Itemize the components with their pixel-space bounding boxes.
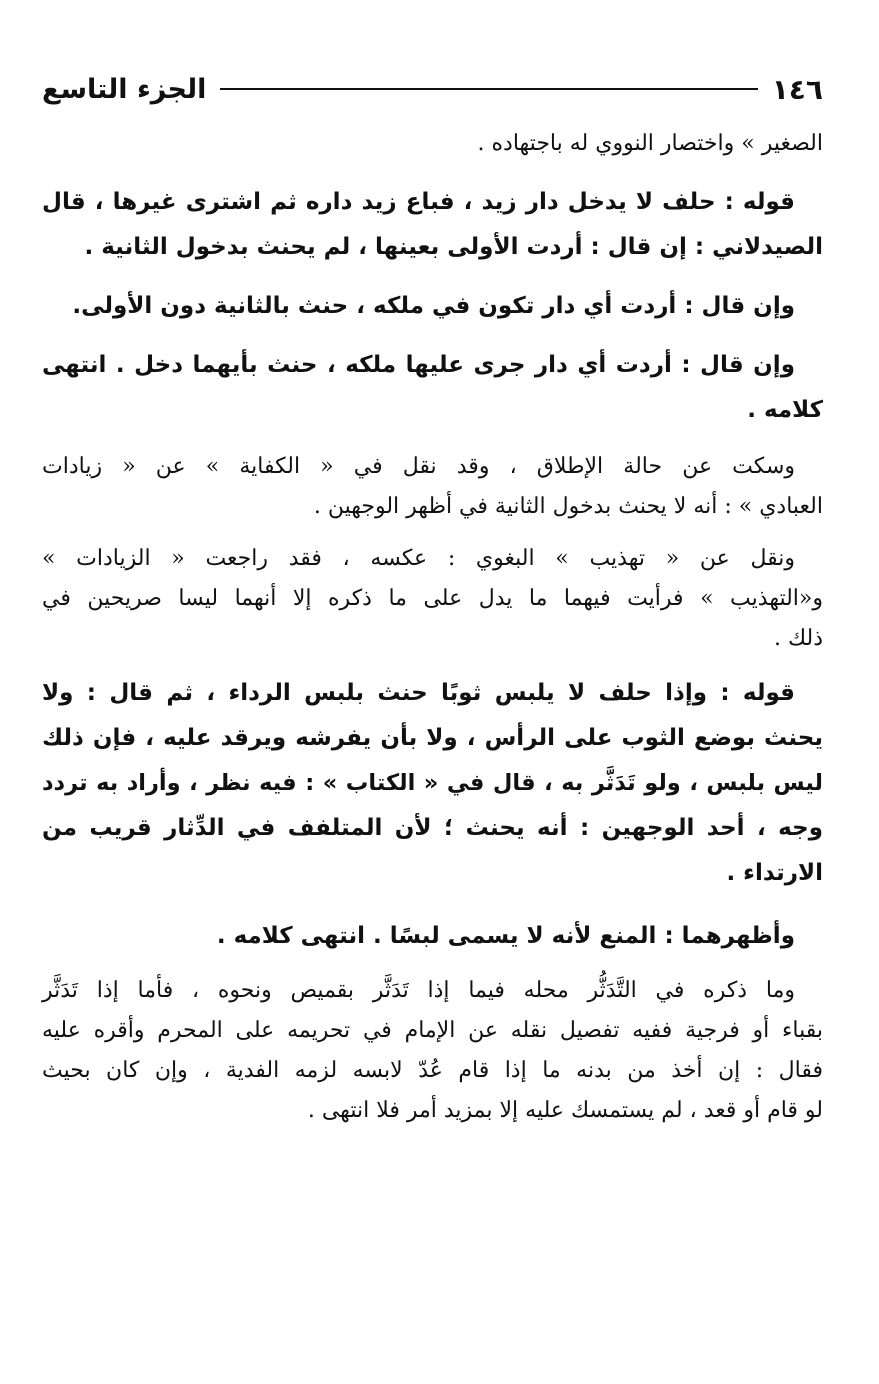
text-line: قوله : وإذا حلف لا يلبس ثوبًا حنث بلبس الرداء ، ثم قال : ولا: [42, 680, 795, 706]
text-line: قوله : حلف لا يدخل دار زيد ، فباع زيد داره ثم اشترى غيرها ، قال: [42, 189, 795, 215]
text-line: ذلك .: [773, 626, 823, 651]
text-line: يحنث بوضع الثوب على الرأس ، ولا بأن يفرشه ويرقد عليه ، فإن ذلك: [42, 725, 823, 751]
text-line: الصغير » واختصار النووي له باجتهاده .: [477, 131, 823, 156]
page-number: ١٤٦: [771, 72, 823, 106]
paragraph: [42, 539, 823, 659]
text-line: ونقل عن « تهذيب » البغوي : عكسه ، فقد راجعت « الزيادات »: [42, 546, 795, 571]
text-line: و«التهذيب » فرأيت فيهما ما يدل على ما ذكره إلا أنهما ليسا صريحين في: [42, 586, 823, 611]
text-line: ليس بلبس ، ولو تَدَثَّر به ، قال في « الكتاب » : فيه نظر ، وأراد به تردد: [42, 770, 823, 796]
page-header: [42, 64, 823, 114]
text-line: وإن قال : أردت أي دار جرى عليها ملكه ، حنث بأيهما دخل . انتهى: [42, 352, 795, 378]
text-line: فقال : إن أخذ من بدنه ما إذا قام عُدّ لابسه لزمه الفدية ، وإن كان بحيث: [42, 1058, 823, 1083]
text-line: كلامه .: [747, 397, 823, 423]
text-line: الارتداء .: [726, 860, 823, 886]
paragraph: [42, 180, 823, 270]
paragraph: [42, 971, 823, 1131]
text-line: وأظهرهما : المنع لأنه لا يسمى لبسًا . انتهى كلامه .: [216, 923, 795, 949]
header-rule: [220, 88, 757, 90]
text-line: وما ذكره في التَّدَثُّر محله فيما إذا تَدَثَّر بقميص ونحوه ، فأما إذا تَدَثَّر: [42, 978, 795, 1003]
text-line: بقباء أو فرجية ففيه تفصيل نقله عن الإمام في تحريمه على المحرم وأقره عليه: [42, 1018, 823, 1043]
paragraph: [42, 284, 823, 329]
paragraph: [42, 447, 823, 527]
running-title: الجزء التاسع: [42, 73, 207, 105]
paragraph: [42, 671, 823, 896]
paragraph: [42, 343, 823, 433]
paragraph: [42, 124, 823, 164]
paragraph: [42, 914, 823, 959]
text-line: لو قام أو قعد ، لم يستمسك عليه إلا بمزيد أمر فلا انتهى .: [307, 1098, 823, 1123]
text-line: وجه ، أحد الوجهين : أنه يحنث ؛ لأن المتلفف في الدِّثار قريب من: [42, 815, 823, 841]
text-line: الصيدلاني : إن قال : أردت الأولى بعينها ، لم يحنث بدخول الثانية .: [84, 234, 823, 260]
text-line: وإن قال : أردت أي دار تكون في ملكه ، حنث بالثانية دون الأولى.: [72, 293, 795, 319]
text-line: وسكت عن حالة الإطلاق ، وقد نقل في « الكفاية » عن « زيادات: [42, 454, 795, 479]
text-line: العبادي » : أنه لا يحنث بدخول الثانية في أظهر الوجهين .: [313, 494, 823, 519]
body-text: [42, 124, 823, 1131]
